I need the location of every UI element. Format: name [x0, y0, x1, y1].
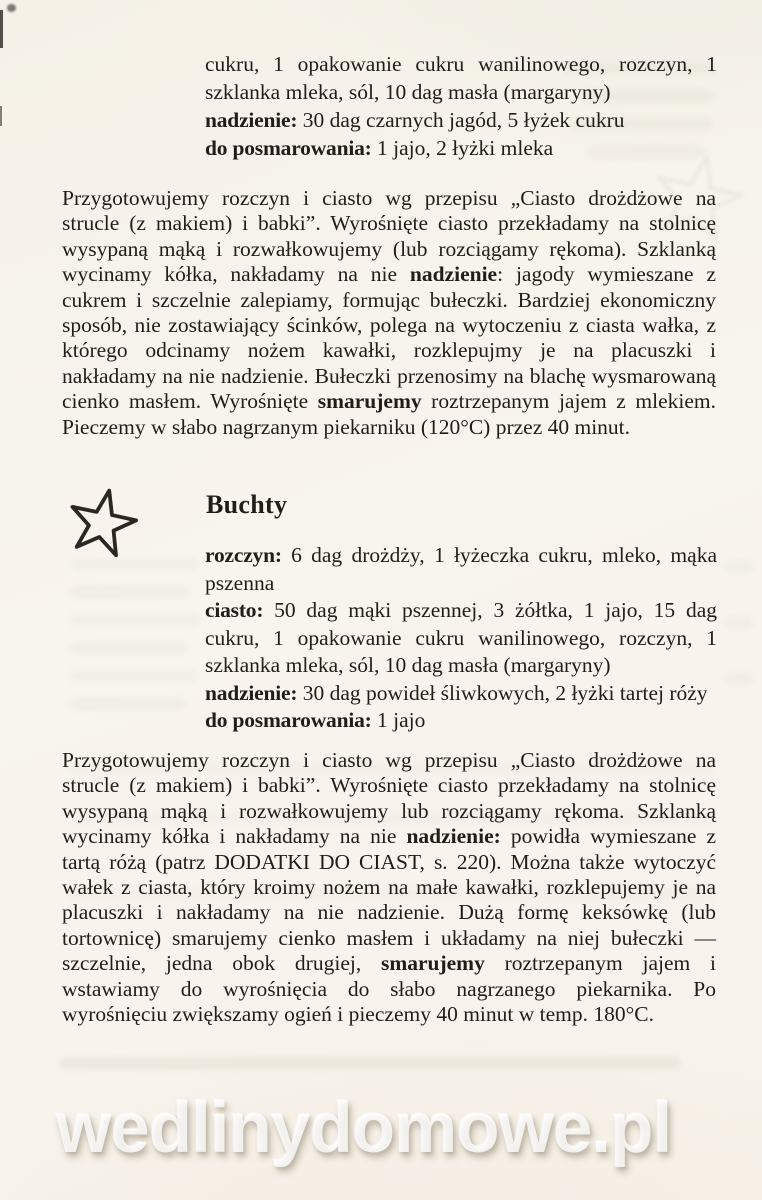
recipe-ingredients	[205, 542, 717, 735]
emphasized-text: nadzienie	[409, 262, 498, 287]
body-text: Przygotowujemy rozczyn i ciasto wg przepisu „Ciasto drożdżowe na strucle (z makiem) i babki”. Wyrośnięte ciasto przekładamy na stolnicę wysypaną mąką i rozwałkowujemy (lub rozciągamy rękoma). Szklanką wycinamy kółka, nakładamy na nie	[62, 186, 716, 287]
ingredient-label: do posmarowania:	[205, 708, 372, 732]
emphasized-text: smarujemy	[317, 389, 422, 414]
ingredients-continued	[205, 50, 717, 162]
body-text: Przygotowujemy rozczyn i ciasto wg przepisu „Ciasto drożdżowe na strucle (z makiem) i babki”. Wyrośnięte ciasto przekładamy na stolnicę wysypaną mąką i rozwałkowujemy lub rozciągamy rękoma. Szklanką wycinamy kółka i nakładamy na nie	[62, 748, 716, 849]
watermark: wedlinydomowe.pl	[56, 1089, 672, 1168]
body-text: roztrzepanym jajem i wstawiamy do wyrośnięcia do słabo nagrzanego piekarnika. Po wyrośnięciu zwiększamy ogień i pieczemy 40 minut w temp. 180°C.	[62, 951, 716, 1027]
ingredient-item: do posmarowania: 1 jajo	[205, 708, 426, 732]
instructions-paragraph-2	[62, 748, 716, 1027]
ingredient-item: nadzienie: 30 dag czarnych jagód, 5 łyżek cukru	[205, 108, 625, 132]
emphasized-text: nadzienie:	[406, 824, 501, 849]
ingredient-item: rozczyn: 6 dag drożdży, 1 łyżeczka cukru, mleko, mąka pszenna	[205, 543, 717, 595]
ingredient-item: do posmarowania: 1 jajo, 2 łyżki mleka	[205, 136, 554, 160]
recipe-title: Buchty	[206, 490, 288, 519]
ingredient-item: nadzienie: 30 dag powideł śliwkowych, 2 łyżki tartej róży	[205, 680, 708, 705]
recipe-star-icon	[64, 486, 144, 562]
ingredient-label: nadzienie:	[205, 680, 298, 705]
ingredient-label: nadzienie:	[205, 108, 298, 132]
body-text: powidła wymieszane z tartą różą (patrz DODATKI DO CIAST, s. 220). Można także wytoczyć wałek z ciasta, który kroimy nożem na małe kawałki, rozklepujemy je na placuszki i nakładamy na nie nadzienie. Dużą formę keksówkę (lub tortownicę) smarujemy cienko masłem i układamy na niej bułeczki — szczelnie, jedna obok drugiej,	[62, 824, 716, 976]
ingredient-item: ciasto: 50 dag mąki pszennej, 3 żółtka, 1 jajo, 15 dag cukru, 1 opakowanie cukru wanilinowego, rozczyn, 1 szklanka mleka, sól, 10 dag masła (margaryny)	[205, 598, 718, 677]
ingredient-item: cukru, 1 opakowanie cukru wanilinowego, rozczyn, 1 szklanka mleka, sól, 10 dag masła (margaryny)	[205, 52, 717, 104]
ingredient-label: ciasto:	[205, 598, 264, 622]
ingredient-label: do posmarowania:	[205, 136, 372, 160]
instructions-paragraph-1	[62, 186, 716, 440]
body-text: roztrzepanym jajem z mlekiem. Pieczemy w słabo nagrzanym piekarniku (120°C) przez 40 minut.	[62, 389, 717, 439]
emphasized-text: smarujemy	[380, 951, 485, 976]
body-text: : jagody wymieszane z cukrem i szczelnie zalepiamy, formując bułeczki. Bardziej ekonomiczny sposób, nie zostawiający ścinków, polega na wytoczeniu z ciasta wałka, z którego odcinamy nożem kawałki, rozklepujmy je na placuszki i nakładamy na nie nadzienie. Bułeczki przenosimy na blachę wysmarowaną cienko masłem. Wyrośnięte	[62, 262, 716, 414]
ingredient-label: rozczyn:	[205, 543, 282, 567]
